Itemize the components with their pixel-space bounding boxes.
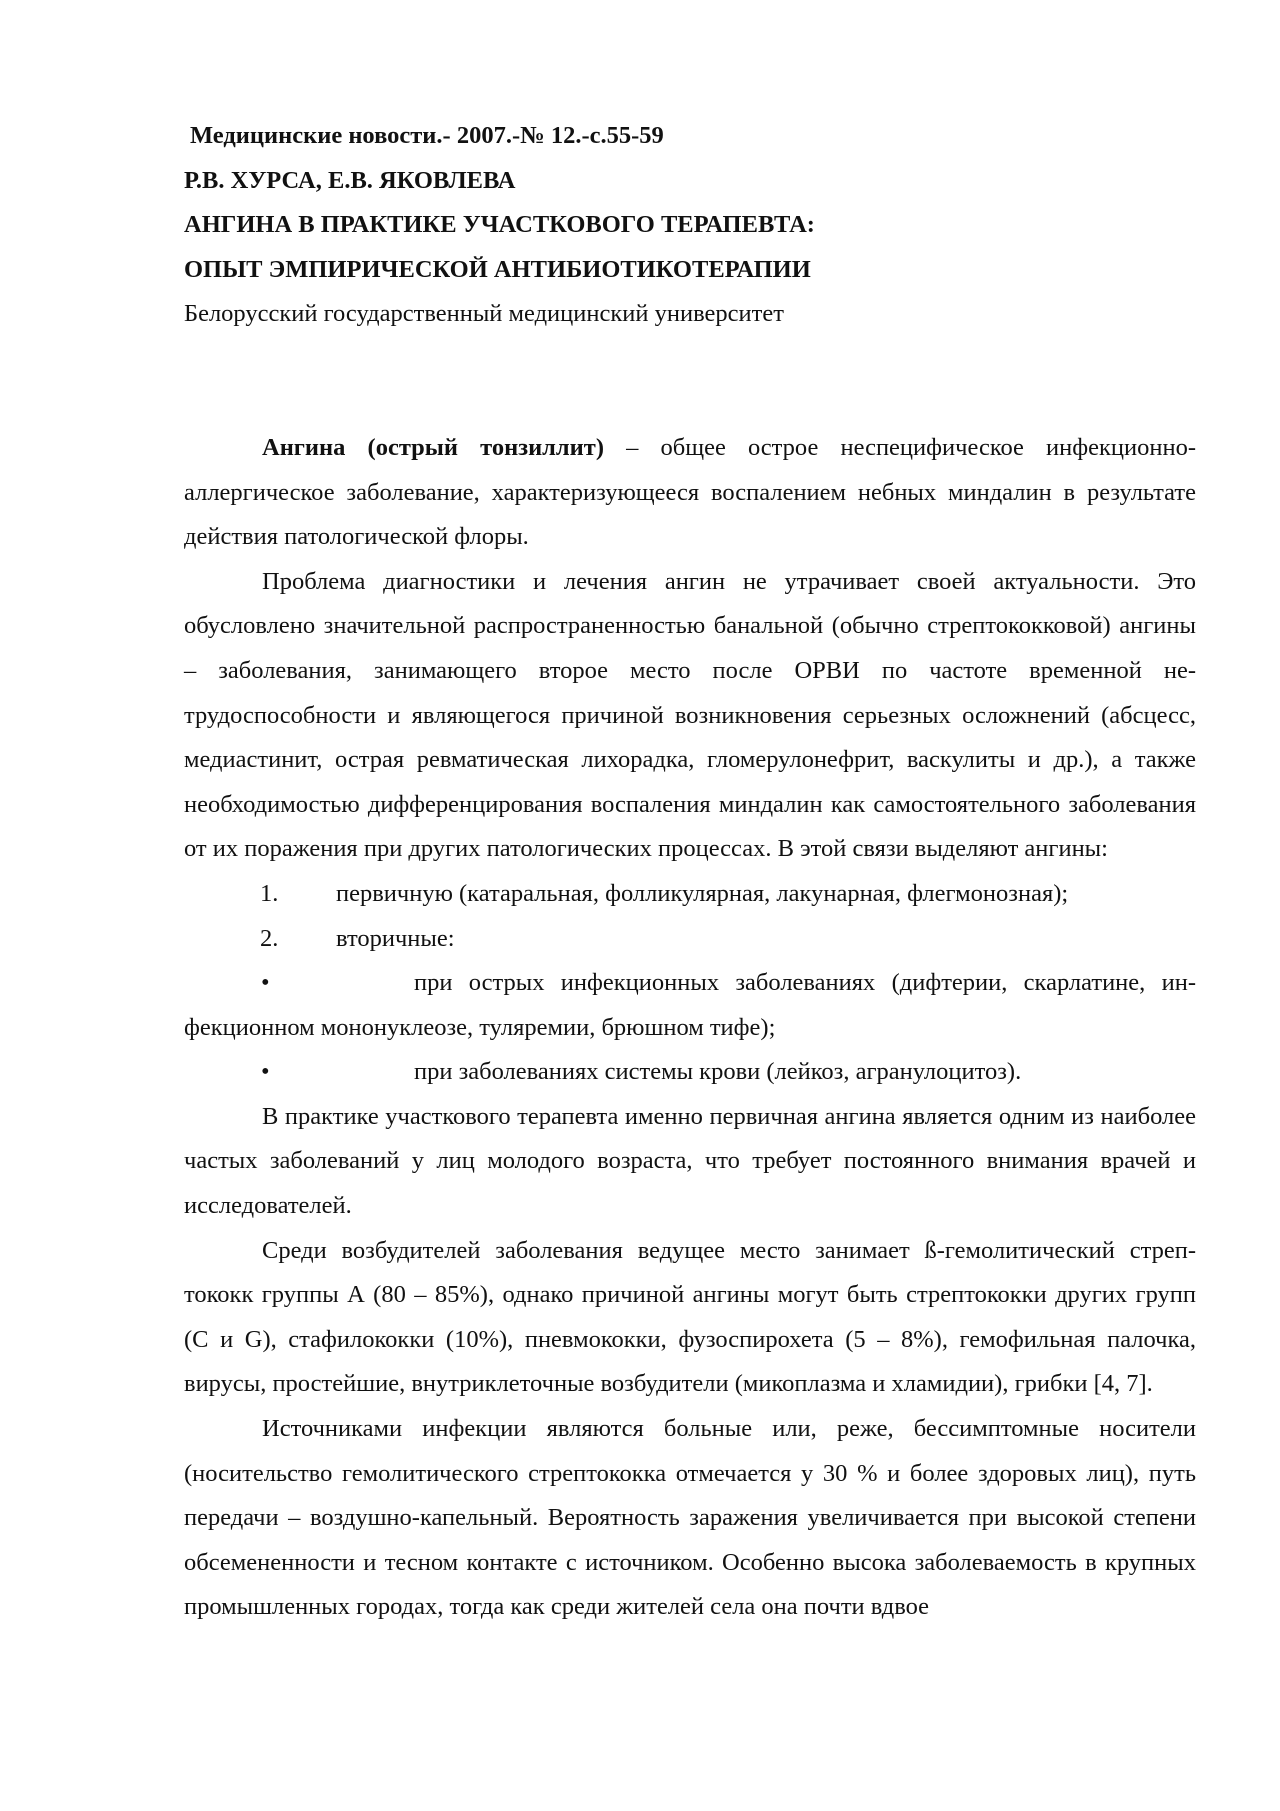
list-number: 2. [260, 924, 279, 952]
affiliation: Белорусский государственный медицинский университет [184, 300, 784, 328]
definition-text: – общее острое неспецифическое инфекционно-аллергическое заболевание, характеризующееся воспалением небных миндалин в результате действия патологической флоры. [184, 433, 1197, 551]
article-title-line-2: ОПЫТ ЭМПИРИЧЕСКОЙ АНТИБИОТИКОТЕРАПИИ [184, 255, 811, 283]
bullet-mark: • [261, 1058, 270, 1086]
list-item-primary [184, 872, 1196, 917]
bullet-text: при заболеваниях системы крови (лейкоз, агранулоцитоз). [414, 1058, 1022, 1086]
paragraph-definition [184, 426, 1196, 560]
journal-citation: Медицинские новости.- 2007.-№ 12.-с.55-59 [190, 122, 664, 149]
paragraph-sources: Источниками инфекции являются больные или, реже, бессимптомные носители (носительство гемолитического стрептококка отмечается у 30 % и более здоровых лиц), путь передачи – воздушно-капельный. Вероятность заражения увеличивается при высокой степени обсемененности и тесном контакте с источником. Особенно высока заболеваемость в крупных промышленных городах, тогда как среди жителей села она почти вдвое [184, 1415, 1196, 1621]
header-spacer [184, 337, 1196, 426]
bullet-item-blood [184, 1050, 1196, 1095]
bullet-item-infectious [184, 961, 1196, 1050]
bullet-text: при острых инфекционных заболеваниях (дифтерии, скарлатине, инфекционном мононуклеозе, туляремии, брюшном тифе); [184, 969, 1196, 1041]
list-item-secondary [184, 917, 1196, 962]
paragraph-pathogens: Среди возбудителей заболевания ведущее место занимает ß-гемолитический стрептококк группы А (80 – 85%), однако причиной ангины могут быть стрептококки других групп (С и G), стафилококки (10%), пневмококки, фузоспирохета (5 – 8%), гемофильная палочка, вирусы, простейшие, внутриклеточные возбудители (микоплазма и хламидии), грибки [4, 7]. [184, 1236, 1196, 1398]
document-page [184, 114, 1196, 1630]
list-number: 1. [260, 879, 279, 907]
definition-term: Ангина (острый тонзиллит) [262, 433, 604, 461]
article-title-line-1: АНГИНА В ПРАКТИКЕ УЧАСТКОВОГО ТЕРАПЕВТА: [184, 211, 815, 239]
bullet-mark: • [261, 969, 270, 997]
paragraph-practice: В практике участкового терапевта именно первичная ангина является одним из наиболее частых заболеваний у лиц молодого возраста, что требует постоянного внимания врачей и исследователей. [184, 1102, 1196, 1220]
authors: Р.В. ХУРСА, Е.В. ЯКОВЛЕВА [184, 166, 516, 194]
paragraph-problem: Проблема диагностики и лечения ангин не утрачивает своей актуальности. Это обусловлено значительной распространенностью банальной (обычно стрептококковой) ангины – заболевания, занимающего второе место после ОРВИ по частоте временной нетрудоспособности и являющегося причиной возникновения серьезных осложнений (абсцесс, медиастинит, острая ревматическая лихорадка, гломерулонефрит, васкулиты и др.), а также необходимостью дифференцирования воспаления миндалин как самостоятельного заболевания от их поражения при других патологических процессах. В этой связи выделяют ангины: [184, 567, 1196, 863]
list-text: первичную (катаральная, фолликулярная, лакунарная, флегмонозная); [336, 879, 1069, 907]
list-text: вторичные: [336, 924, 455, 952]
